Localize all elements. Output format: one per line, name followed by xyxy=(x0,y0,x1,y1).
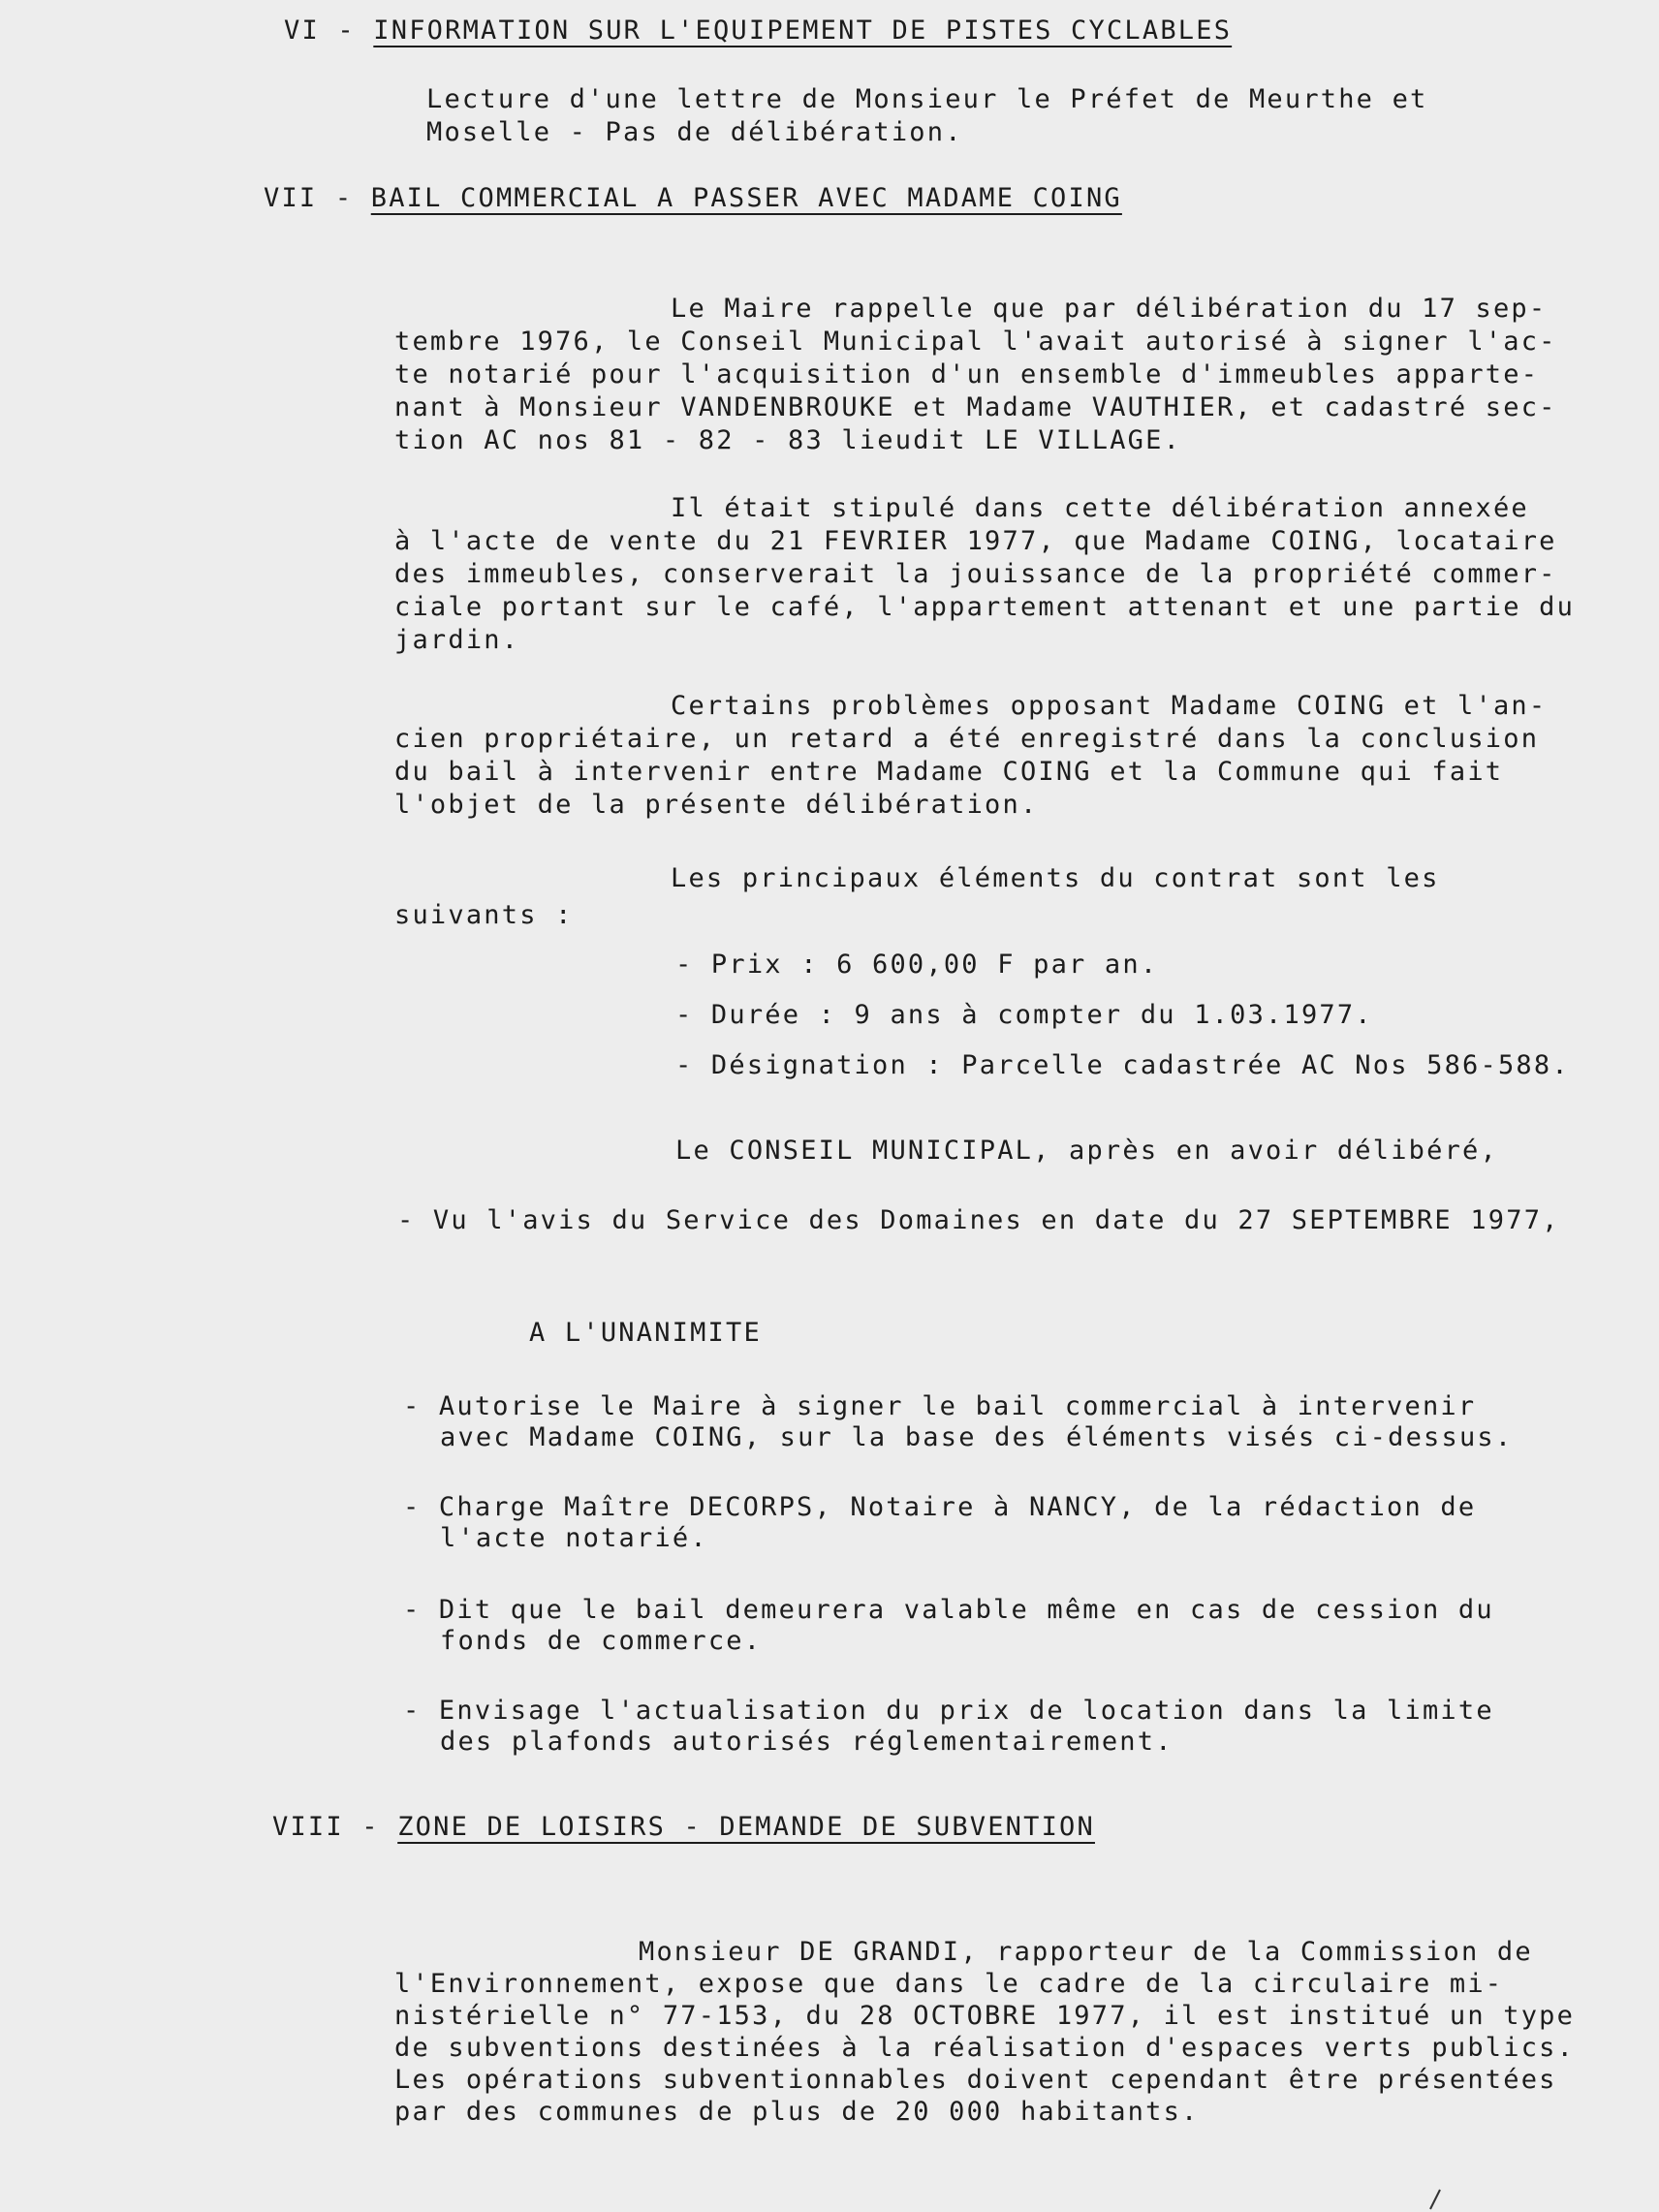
text-line: Le Maire rappelle que par délibération du 17 sep- xyxy=(671,294,1548,324)
text-line: des immeubles, conserverait la jouissance de la propriété commer- xyxy=(394,559,1557,589)
contract-duration: - Durée : 9 ans à compter du 1.03.1977. xyxy=(675,1000,1373,1030)
text-line: fonds de commerce. xyxy=(440,1626,763,1656)
text-line: - Dit que le bail demeurera valable même en cas de cession du xyxy=(403,1595,1494,1625)
resolution-item xyxy=(403,1595,1494,1657)
resolution-item xyxy=(403,1391,1513,1453)
text-line: Certains problèmes opposant Madame COING et l'an- xyxy=(671,691,1548,721)
text-line: Les principaux éléments du contrat sont les xyxy=(671,863,1440,893)
text-line: - Envisage l'actualisation du prix de location dans la limite xyxy=(403,1696,1494,1726)
text-line: des plafonds autorisés réglementairement. xyxy=(440,1727,1174,1757)
text-line: Lecture d'une lettre de Monsieur le Préfet de Meurthe et xyxy=(426,84,1428,114)
resolution-item xyxy=(403,1696,1494,1758)
text-line: jardin. xyxy=(394,625,520,655)
resolution-item xyxy=(403,1492,1476,1554)
text-line: suivants : xyxy=(394,900,574,930)
section-7-paragraph-3 xyxy=(394,690,1547,822)
section-7-paragraph-2 xyxy=(394,492,1575,657)
text-line: nistérielle n° 77-153, du 28 OCTOBRE 1977, il est institué un type xyxy=(394,2001,1576,2031)
text-line: du bail à intervenir entre Madame COING et la Commune qui fait xyxy=(394,757,1504,787)
section-8-paragraph-1 xyxy=(394,1936,1575,2128)
text-line: avec Madame COING, sur la base des éléments visés ci-dessus. xyxy=(440,1422,1514,1452)
text-line: - Charge Maître DECORPS, Notaire à NANCY, de la rédaction de xyxy=(403,1492,1477,1522)
section-7-paragraph-1 xyxy=(394,293,1557,457)
text-line: Moselle - Pas de délibération. xyxy=(426,117,963,147)
text-line: tembre 1976, le Conseil Municipal l'avait autorisé à signer l'ac- xyxy=(394,327,1557,357)
text-line: nant à Monsieur VANDENBROUKE et Madame VAUTHIER, et cadastré sec- xyxy=(394,392,1557,422)
vote-result: A L'UNANIMITE xyxy=(529,1318,762,1348)
contract-designation: - Désignation : Parcelle cadastrée AC Nos 586-588. xyxy=(675,1050,1570,1080)
section-7-heading xyxy=(264,183,1122,213)
text-line: Les opérations subventionnables doivent cependant être présentées xyxy=(394,2065,1557,2095)
section-6-text xyxy=(426,83,1428,149)
council-statement: Le CONSEIL MUNICIPAL, après en avoir délibéré, xyxy=(675,1136,1498,1166)
section-8-title: ZONE DE LOISIRS - DEMANDE DE SUBVENTION xyxy=(397,1812,1095,1842)
text-line: tion AC nos 81 - 82 - 83 lieudit LE VILLAGE. xyxy=(394,425,1182,455)
text-line: l'acte notarié. xyxy=(440,1523,708,1553)
text-line: ciale portant sur le café, l'appartement attenant et une partie du xyxy=(394,592,1576,622)
text-line: à l'acte de vente du 21 FEVRIER 1977, que Madame COING, locataire xyxy=(394,526,1557,556)
text-line: Il était stipulé dans cette délibération annexée xyxy=(671,493,1529,523)
text-line: cien propriétaire, un retard a été enregistré dans la conclusion xyxy=(394,724,1540,754)
section-7-paragraph-4 xyxy=(394,860,1440,934)
section-7-number: VII - xyxy=(264,183,354,213)
section-7-title: BAIL COMMERCIAL A PASSER AVEC MADAME COING xyxy=(370,183,1122,213)
pen-stroke-mark xyxy=(1424,2188,1446,2211)
section-6-title: INFORMATION SUR L'EQUIPEMENT DE PISTES CYCLABLES xyxy=(373,16,1233,46)
text-line: de subventions destinées à la réalisation d'espaces verts publics. xyxy=(394,2033,1576,2063)
section-6-number: VI - xyxy=(284,16,356,46)
considering-clause: - Vu l'avis du Service des Domaines en date du 27 SEPTEMBRE 1977, xyxy=(397,1205,1560,1235)
text-line: par des communes de plus de 20 000 habitants. xyxy=(394,2097,1200,2127)
contract-price: - Prix : 6 600,00 F par an. xyxy=(675,950,1159,980)
text-line: l'Environnement, expose que dans le cadre de la circulaire mi- xyxy=(394,1969,1504,1999)
section-6-heading xyxy=(284,16,1232,46)
text-line: Monsieur DE GRANDI, rapporteur de la Commission de xyxy=(639,1937,1533,1967)
section-8-number: VIII - xyxy=(272,1812,380,1842)
text-line: l'objet de la présente délibération. xyxy=(394,790,1039,820)
text-line: - Autorise le Maire à signer le bail commercial à intervenir xyxy=(403,1391,1477,1421)
text-line: te notarié pour l'acquisition d'un ensemble d'immeubles apparte- xyxy=(394,359,1540,389)
section-8-heading xyxy=(272,1812,1095,1842)
